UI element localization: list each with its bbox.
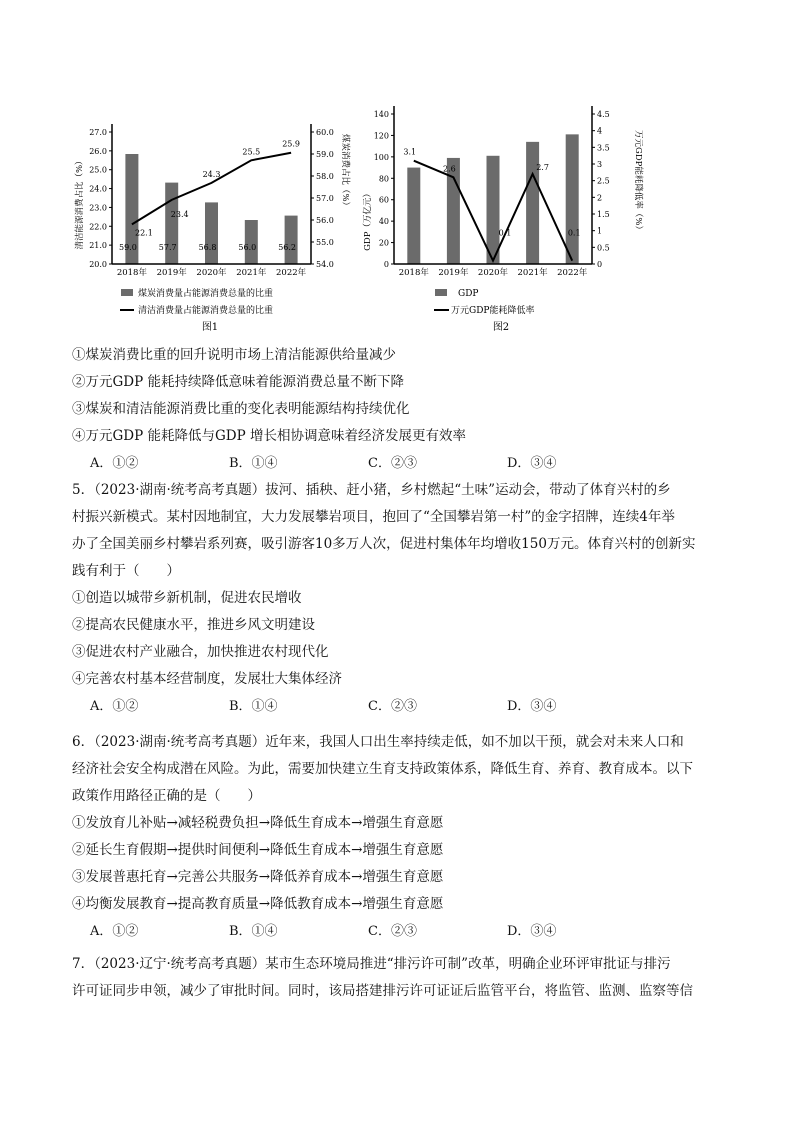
right-tick-label: 56.0 <box>316 216 334 225</box>
q4-statement: ②万元GDP 能耗持续降低意味着能源消费总量不断下降 <box>72 374 404 390</box>
right-tick-label: 3 <box>597 160 603 169</box>
left-tick-label: 20 <box>378 238 389 248</box>
bar <box>407 168 420 264</box>
q5-options <box>72 693 722 720</box>
fig2-legend-line-label: 万元GDP能耗降低率 <box>451 306 535 316</box>
question-4-block <box>72 342 722 477</box>
line-data-label: 23.4 <box>170 209 189 219</box>
line-data-label: 22.1 <box>134 228 153 238</box>
x-tick-label: 2021年 <box>236 268 267 278</box>
left-tick-label: 20.0 <box>89 260 107 269</box>
bar-data-label: 56.2 <box>278 243 297 252</box>
q4-statement: ④万元GDP 能耗降低与GDP 增长相协调意味着经济发展更有效率 <box>72 428 466 444</box>
line-data-label: 2.6 <box>443 164 456 174</box>
right-tick-label: 0.5 <box>597 243 610 253</box>
q4-option-b[interactable]: B．①④ <box>229 456 278 471</box>
bar <box>526 142 539 264</box>
fig2-left-axis-label: GDP（万亿元） <box>363 189 373 251</box>
left-tick-label: 21.0 <box>89 241 107 251</box>
left-tick-label: 140 <box>373 110 389 119</box>
line-data-label: 3.1 <box>403 147 417 157</box>
x-tick-label: 2020年 <box>196 268 227 278</box>
q6-statement: ④均衡发展教育→提高教育质量→降低教育成本→增强生育意愿 <box>72 896 444 912</box>
q5-stem-line: 践有利于（ ） <box>72 563 180 579</box>
fig2-legend-bar-swatch <box>435 289 447 296</box>
q5-option-b[interactable]: B．①④ <box>229 699 278 714</box>
x-tick-label: 2021年 <box>517 268 548 278</box>
q7-stem-line: 许可证同步申领，减少了审批时间。同时，该局搭建排污许可证证后监管平台，将监管、监测、监察等信 <box>72 983 693 999</box>
fig2-caption: 图2 <box>492 322 510 333</box>
bar <box>566 134 579 264</box>
x-tick-label: 2022年 <box>557 268 588 278</box>
q5-statement: ④完善农村基本经营制度，发展壮大集体经济 <box>72 671 342 687</box>
q4-option-d[interactable]: D．③④ <box>507 456 557 471</box>
figure-1 <box>60 92 360 342</box>
right-tick-label: 60.0 <box>316 128 334 137</box>
left-tick-label: 100 <box>373 152 389 162</box>
bar <box>285 216 298 264</box>
line-data-label: 0.1 <box>498 228 512 238</box>
q6-option-d[interactable]: D．③④ <box>507 924 557 939</box>
line-data-label: 25.5 <box>242 147 261 157</box>
bar-data-label: 57.7 <box>158 243 177 252</box>
right-tick-label: 2.5 <box>597 176 610 186</box>
q5-statement: ②提高农民健康水平，推进乡风文明建设 <box>72 617 315 633</box>
right-tick-label: 1.5 <box>597 210 610 219</box>
right-tick-label: 59.0 <box>316 150 334 159</box>
x-tick-label: 2018年 <box>116 268 147 278</box>
q6-stem-line: 政策作用路径正确的是（ ） <box>72 788 261 804</box>
question-7-block <box>72 951 722 1005</box>
line-data-label: 24.3 <box>202 169 221 179</box>
q6-statement: ③发展普惠托育→完善公共服务→降低养育成本→增强生育意愿 <box>72 869 444 885</box>
left-tick-label: 27.0 <box>89 128 107 137</box>
x-tick-label: 2019年 <box>156 268 187 278</box>
q5-option-a[interactable]: A．①② <box>90 699 139 714</box>
q5-stem-line: 办了全国美丽乡村攀岩系列赛，吸引游客10多万人次，促进村集体年均增收150万元。体育兴村的创新实 <box>72 536 696 552</box>
left-tick-label: 26.0 <box>89 146 107 156</box>
bar-data-label: 56.8 <box>198 243 217 252</box>
q6-option-c[interactable]: C．②③ <box>368 924 417 939</box>
q6-statement: ②延长生育假期→提供时间便利→降低生育成本→增强生育意愿 <box>72 842 444 858</box>
bar <box>447 158 460 264</box>
left-tick-label: 24.0 <box>89 184 107 194</box>
q6-option-a[interactable]: A．①② <box>90 924 139 939</box>
left-tick-label: 23.0 <box>89 203 107 213</box>
right-tick-label: 4 <box>597 126 603 136</box>
right-tick-label: 0 <box>597 260 603 269</box>
fig1-caption: 图1 <box>201 322 219 333</box>
question-6-block <box>72 729 722 945</box>
left-tick-label: 120 <box>373 131 389 141</box>
fig1-legend-bar-label: 煤炭消费量占能源消费总量的比重 <box>138 289 274 299</box>
q5-statement: ①创造以城带乡新机制，促进农民增收 <box>72 590 302 606</box>
fig1-left-axis-label: 清洁能源消费占比（%） <box>75 156 85 250</box>
q5-option-c[interactable]: C．②③ <box>368 699 417 714</box>
bar <box>205 202 218 264</box>
left-tick-label: 0 <box>383 260 389 269</box>
q6-option-b[interactable]: B．①④ <box>229 924 278 939</box>
q6-options <box>72 918 722 945</box>
left-tick-label: 40 <box>378 217 389 227</box>
fig2-legend-bar-label: GDP <box>458 289 479 299</box>
right-tick-label: 58.0 <box>316 172 334 181</box>
bar <box>487 156 500 264</box>
q4-option-a[interactable]: A．①② <box>90 456 139 471</box>
bar <box>245 220 258 264</box>
right-tick-label: 4.5 <box>597 110 610 119</box>
right-tick-label: 55.0 <box>316 238 334 247</box>
q6-stem-line: 经济社会安全构成潜在风险。为此，需要加快建立生育支持政策体系，降低生育、养育、教育成本。以下 <box>72 761 693 777</box>
x-tick-label: 2022年 <box>276 268 307 278</box>
line-data-label: 25.9 <box>282 139 301 149</box>
left-tick-label: 22.0 <box>89 222 107 232</box>
right-tick-label: 54.0 <box>316 260 334 269</box>
fig1-legend-bar-swatch <box>121 289 133 296</box>
right-tick-label: 1 <box>597 226 603 236</box>
bar-data-label: 56.0 <box>238 243 257 252</box>
x-tick-label: 2018年 <box>398 268 429 278</box>
bar-data-label: 59.0 <box>118 243 137 252</box>
fig1-right-axis-label: 煤炭消费占比（%） <box>340 133 350 211</box>
q5-stem-line: 5．（2023·湖南·统考高考真题）拔河、插秧、赶小猪，乡村燃起“土味”运动会，带动了体育兴村的乡 <box>72 482 671 498</box>
q4-option-c[interactable]: C．②③ <box>368 456 417 471</box>
question-5-block <box>72 477 722 720</box>
q5-stem-line: 村振兴新模式。某村因地制宜，大力发展攀岩项目，抱回了“全国攀岩第一村”的金字招牌，连续4年举 <box>72 509 675 525</box>
q4-options <box>72 450 722 477</box>
line-data-label: 2.7 <box>536 163 549 172</box>
fig2-right-axis-label: 万元GDP能耗降低率（%） <box>633 130 643 234</box>
q7-stem-line: 7．（2023·辽宁·统考高考真题）某市生态环境局推进“排污许可制”改革，明确企业环评审批证与排污 <box>72 956 671 972</box>
fig1-legend-line-label: 清洁消费量占能源消费总量的比重 <box>138 306 274 316</box>
q6-stem-line: 6．（2023·湖南·统考高考真题）近年来，我国人口出生率持续走低，如不加以干预，就会对未来人口和 <box>72 734 684 750</box>
q4-statement: ③煤炭和清洁能源消费比重的变化表明能源结构持续优化 <box>72 401 410 417</box>
x-tick-label: 2019年 <box>438 268 469 278</box>
left-tick-label: 80 <box>378 174 389 184</box>
q6-statement: ①发放育儿补贴→减轻税费负担→降低生育成本→增强生育意愿 <box>72 815 444 831</box>
q4-statement: ①煤炭消费比重的回升说明市场上清洁能源供给量减少 <box>72 347 396 363</box>
left-tick-label: 25.0 <box>89 165 107 175</box>
q5-statement: ③促进农村产业融合，加快推进农村现代化 <box>72 644 329 660</box>
q5-option-d[interactable]: D．③④ <box>507 699 557 714</box>
left-tick-label: 60 <box>378 195 389 205</box>
right-tick-label: 3.5 <box>597 143 610 153</box>
line-data-label: 0.1 <box>567 228 581 238</box>
right-tick-label: 2 <box>597 193 603 203</box>
x-tick-label: 2020年 <box>477 268 509 278</box>
right-tick-label: 57.0 <box>316 194 334 203</box>
figure-2 <box>358 92 648 342</box>
